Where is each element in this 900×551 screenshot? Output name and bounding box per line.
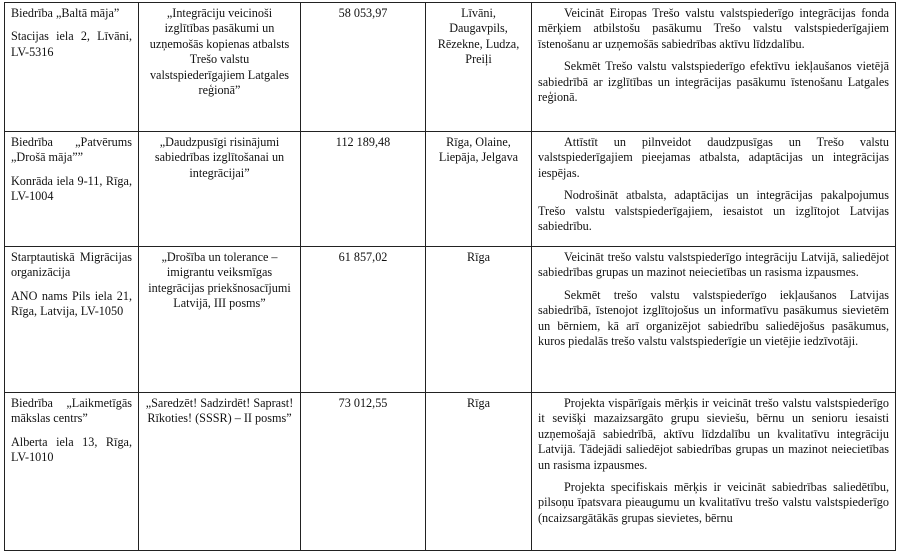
organization-cell bbox=[5, 247, 139, 393]
goal-paragraph: Projekta specifiskais mērķis ir veicināt sabiedrības saliedētību, pilsoņu īpatsvara pieaugumu un kvalitatīvu trešo valstu valstspiederīgo (ncaizsargātākās grupas sievietes, bērnu bbox=[538, 480, 889, 525]
organization-address: Stacijas iela 2, Līvāni, LV-5316 bbox=[11, 29, 132, 59]
table-row bbox=[5, 3, 896, 132]
project-goals bbox=[532, 247, 896, 393]
organization-name: Biedrība „Patvērums „Drošā māja”” bbox=[11, 135, 132, 165]
table-row bbox=[5, 393, 896, 551]
project-title: „Drošība un tolerance – imigrantu veiksmīgas integrācijas priekšnosacījumi Latvijā, III posms” bbox=[139, 247, 301, 393]
organization-cell bbox=[5, 393, 139, 551]
organization-name: Biedrība „Baltā māja” bbox=[11, 6, 120, 20]
project-places: Rīga bbox=[426, 247, 532, 393]
project-title: „Saredzēt! Sadzirdēt! Saprast! Rīkoties! (SSSR) – II posms” bbox=[139, 393, 301, 551]
organization-address: ANO nams Pils iela 21, Rīga, Latvija, LV-1050 bbox=[11, 288, 132, 319]
organization-name: Biedrība „Laikmetīgās mākslas centrs” bbox=[11, 396, 132, 426]
goal-paragraph: Veicināt trešo valstu valstspiederīgo integrāciju Latvijā, saliedējot sabiedrības grupas un mazinot neiecietības un rasisma izpausmes. bbox=[538, 250, 889, 280]
organization-name: Starptautiskā Migrācijas organizācija bbox=[11, 250, 132, 280]
goal-paragraph: Sekmēt Trešo valstu valstspiederīgo efektīvu iekļaušanos vietējā sabiedrībā ar izglītības un integrācijas pasākumu īstenošanu Latgales reģionā. bbox=[538, 59, 889, 105]
project-title: „Daudzpusīgi risinājumi sabiedrības izglītošanai un integrācijai” bbox=[139, 132, 301, 247]
project-goals bbox=[532, 393, 896, 551]
project-places: Rīga, Olaine, Liepāja, Jelgava bbox=[426, 132, 532, 247]
project-places: Līvāni, Daugavpils, Rēzekne, Ludza, Preiļi bbox=[426, 3, 532, 132]
funding-amount: 61 857,02 bbox=[301, 247, 426, 393]
project-places: Rīga bbox=[426, 393, 532, 551]
project-goals bbox=[532, 3, 896, 132]
organization-address: Konrāda iela 9-11, Rīga, LV-1004 bbox=[11, 173, 132, 204]
organization-cell bbox=[5, 132, 139, 247]
table-row bbox=[5, 247, 896, 393]
funding-amount: 58 053,97 bbox=[301, 3, 426, 132]
goal-paragraph: Attīstīt un pilnveidot daudzpusīgas un Trešo valstu valstspiederīgajiem pieejamas atbalsta, adaptācijas un integrācijas iespējas. bbox=[538, 135, 889, 180]
project-title: „Integrāciju veicinoši izglītības pasākumi un uzņemošās kopienas atbalsts Trešo valstu valstspiederīgajiem Latgales reģionā” bbox=[139, 3, 301, 132]
projects-table bbox=[4, 2, 896, 551]
organization-address: Alberta iela 13, Rīga, LV-1010 bbox=[11, 434, 132, 465]
organization-cell bbox=[5, 3, 139, 132]
table-row bbox=[5, 132, 896, 247]
goal-paragraph: Veicināt Eiropas Trešo valstu valstspiederīgo integrācijas fonda mērķiem atbilstošu pasākumu Trešo valstu valstspiederīgajiem īstenošanu ar uzņemošās sabiedrības aktīvu līdzdalību. bbox=[538, 6, 889, 51]
goal-paragraph: Sekmēt trešo valstu valstspiederīgo iekļaušanos Latvijas sabiedrībā, īstenojot izglītojošus un informatīvu pasākumus sievietēm un bērniem, kā arī organizējot sabiedrību saliedējošus pasākumus, kuros piedalās trešo valstu valstspiederīgie un vietējie iedzīvotāji. bbox=[538, 287, 889, 349]
funding-amount: 73 012,55 bbox=[301, 393, 426, 551]
goal-paragraph: Projekta vispārīgais mērķis ir veicināt trešo valstu valstspiederīgo it sevišķi mazaizsargāto grupu sieviešu, bērnu un senioru iesaisti uzņemošajā sabiedrībā, aktīvu līdzdalību un kvalitatīvu integrāciju Latvijā. Tādejādi saliedējot sabiedrības grupas un mazinot neiecietības un rasisma izpausmes. bbox=[538, 396, 889, 472]
project-goals bbox=[532, 132, 896, 247]
goal-paragraph: Nodrošināt atbalsta, adaptācijas un integrācijas pakalpojumus Trešo valstu valstspiederīgajiem, iesaistot un izglītojot Latvijas sabiedrību. bbox=[538, 188, 889, 234]
funding-amount: 112 189,48 bbox=[301, 132, 426, 247]
